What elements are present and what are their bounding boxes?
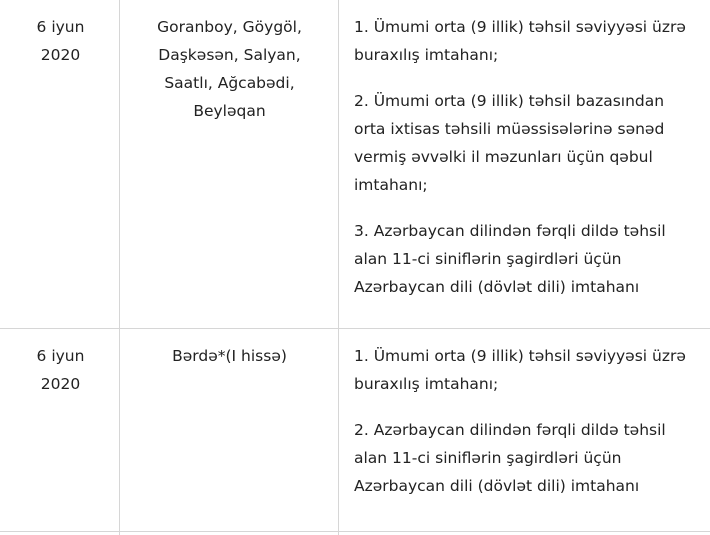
region-line: Bərdə*(I hissə) <box>172 347 287 365</box>
exam-item: 1. Ümumi orta (9 illik) təhsil səviyyəsi üzrə buraxılış imtahanı; <box>354 18 686 64</box>
exam-item: 1. Ümumi orta (9 illik) təhsil səviyyəsi üzrə buraxılış imtahanı; <box>354 347 686 393</box>
exams-cell <box>340 0 710 328</box>
exams-cell <box>340 329 710 532</box>
date-cell <box>2 0 119 328</box>
exam-item: 2. Azərbaycan dilindən fərqli dildə təhsil alan 11-ci siniflərin şagirdləri üçün Azərbaycan dili (dövlət dili) imtahanı <box>354 421 666 495</box>
exam-item: 3. Azərbaycan dilindən fərqli dildə təhsil alan 11-ci siniflərin şagirdləri üçün Azərbaycan dili (dövlət dili) imtahanı <box>354 222 666 296</box>
region-line: Beyləqan <box>193 102 266 120</box>
region-line: Daşkəsən, Salyan, <box>158 46 301 64</box>
date-day: 6 iyun <box>36 347 85 365</box>
row-divider <box>0 531 710 532</box>
date-year: 2020 <box>40 46 81 64</box>
date-day: 6 iyun <box>36 18 85 36</box>
region-line: Goranboy, Göygöl, <box>157 18 302 36</box>
exam-item: 2. Ümumi orta (9 illik) təhsil bazasından orta ixtisas təhsili müəssisələrinə sənəd vermiş əvvəlki il məzunları üçün qəbul imtahanı; <box>354 92 665 194</box>
date-cell <box>2 329 119 532</box>
table-row <box>0 329 710 532</box>
date-year: 2020 <box>40 375 81 393</box>
region-line: Saatlı, Ağcabədi, <box>164 74 295 92</box>
region-cell <box>121 0 338 328</box>
region-cell <box>121 329 338 532</box>
